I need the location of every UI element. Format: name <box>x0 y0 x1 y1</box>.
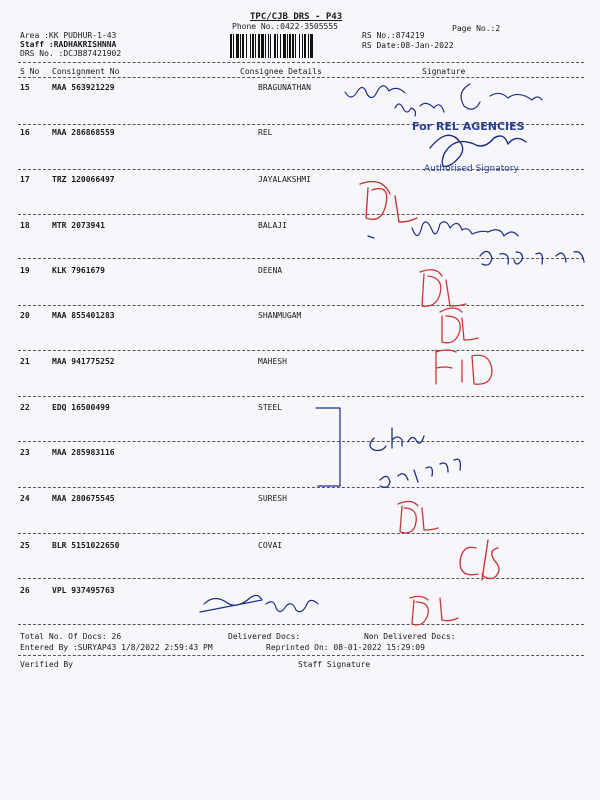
row-sno: 25 <box>20 541 30 550</box>
row-sno: 19 <box>20 266 30 275</box>
handwritten-phone <box>380 459 460 487</box>
row-sno: 23 <box>20 448 30 457</box>
delivery-remark-mark <box>398 501 438 532</box>
barcode-bar <box>240 34 241 58</box>
barcode-bar <box>274 34 276 58</box>
barcode-bar <box>246 34 247 58</box>
barcode-bar <box>255 34 256 58</box>
area-label: Area :KK PUDHUR-1-43 <box>20 31 117 40</box>
staff-name: RADHAKRISHNNA <box>53 40 117 49</box>
page-number: Page No.:2 <box>452 24 501 33</box>
signature-scribble <box>395 103 444 116</box>
row-consignment-no: EDQ 16500499 <box>52 403 110 412</box>
entered-by: Entered By :SURYAP43 1/8/2022 2:59:43 PM <box>20 643 213 652</box>
barcode-bar <box>230 34 232 58</box>
divider <box>18 350 584 351</box>
col-header-sno: S No <box>20 67 40 76</box>
row-consignment-no: BLR 5151022650 <box>52 541 120 550</box>
divider <box>18 655 584 656</box>
divider <box>18 487 584 488</box>
divider <box>18 214 584 215</box>
phone-number: Phone No.:0422-3505555 <box>232 22 338 31</box>
barcode-bar <box>261 34 264 58</box>
divider <box>18 624 584 625</box>
row-sno: 20 <box>20 311 30 320</box>
barcode-bar <box>302 34 303 58</box>
col-header-consignment: Consignment No <box>52 67 120 76</box>
barcode <box>229 34 353 58</box>
total-docs: Total No. Of Docs: 26 <box>20 632 122 641</box>
barcode-bar <box>250 34 251 58</box>
row-consignee: SHANMUGAM <box>258 311 302 320</box>
barcode-bar <box>287 34 288 58</box>
barcode-bar <box>283 34 286 58</box>
signature-scribble <box>430 135 526 166</box>
divider <box>18 258 584 259</box>
row-consignment-no: MAA 563921229 <box>52 83 115 92</box>
divider <box>18 533 584 534</box>
row-consignment-no: MAA 855401283 <box>52 311 115 320</box>
signature-scribble <box>461 84 542 109</box>
row-consignee: DEENA <box>258 266 283 275</box>
signature-scribble <box>370 428 424 451</box>
row-sno: 26 <box>20 586 30 595</box>
row-sno: 22 <box>20 403 30 412</box>
signature-scribble <box>200 595 318 612</box>
company-stamp: For REL AGENCIES <box>412 120 525 133</box>
barcode-bar <box>292 34 294 58</box>
col-header-consignee: Consignee Details <box>240 67 322 76</box>
row-consignment-no: MAA 285983116 <box>52 448 115 457</box>
row-consignee: BALAJI <box>258 221 287 230</box>
row-sno: 24 <box>20 494 30 503</box>
rs-date: RS Date:08-Jan-2022 <box>362 41 454 50</box>
divider <box>18 441 584 442</box>
row-consignment-no: MAA 280675545 <box>52 494 115 503</box>
barcode-bar <box>233 34 234 58</box>
row-consignee: MAHESH <box>258 357 287 366</box>
staff-signature: Staff Signature <box>298 660 371 669</box>
row-consignment-no: MAA 941775252 <box>52 357 115 366</box>
bracket-mark <box>316 408 340 486</box>
row-consignee: SURESH <box>258 494 287 503</box>
delivery-remark-mark <box>420 270 466 307</box>
delivery-remark-mark <box>460 540 499 580</box>
divider <box>18 396 584 397</box>
barcode-bar <box>270 34 271 58</box>
delivery-remark-mark <box>410 596 458 624</box>
divider <box>18 77 584 78</box>
row-consignee: COVAI <box>258 541 283 550</box>
barcode-bar <box>252 34 254 58</box>
verified-by: Verified By <box>20 660 73 669</box>
divider <box>18 578 584 579</box>
barcode-bar <box>295 34 296 58</box>
row-sno: 18 <box>20 221 30 230</box>
row-sno: 17 <box>20 175 30 184</box>
barcode-bar <box>289 34 291 58</box>
barcode-bar <box>265 34 266 58</box>
non-delivered-docs: Non Delivered Docs: <box>364 632 456 641</box>
barcode-bar <box>304 34 306 58</box>
barcode-bar <box>258 34 260 58</box>
staff-label: Staff :RADHAKRISHNNA <box>20 40 117 49</box>
barcode-bar <box>308 34 309 58</box>
row-sno: 16 <box>20 128 30 137</box>
row-sno: 21 <box>20 357 30 366</box>
authorised-signatory: Authorised Signatory <box>424 164 519 174</box>
barcode-bar <box>268 34 269 58</box>
delivery-remark-mark <box>440 308 478 343</box>
row-consignment-no: TRZ 120066497 <box>52 175 115 184</box>
row-consignee: REL <box>258 128 273 137</box>
divider <box>18 305 584 306</box>
drs-number: DRS No. :DCJB87421902 <box>20 49 122 58</box>
col-header-signature: Signature <box>422 67 466 76</box>
signature-scribble <box>345 86 405 98</box>
barcode-bar <box>277 34 278 58</box>
row-consignee: STEEL <box>258 403 283 412</box>
barcode-bar <box>242 34 244 58</box>
barcode-bar <box>280 34 281 58</box>
row-consignment-no: KLK 7961679 <box>52 266 105 275</box>
barcode-bar <box>310 34 313 58</box>
delivery-remark-mark <box>360 182 417 222</box>
document-title: TPC/CJB DRS - P43 <box>250 12 343 22</box>
rs-number: RS No.:874219 <box>362 31 425 40</box>
row-sno: 15 <box>20 83 30 92</box>
row-consignment-no: MTR 2073941 <box>52 221 105 230</box>
delivered-docs: Delivered Docs: <box>228 632 301 641</box>
divider <box>18 62 584 63</box>
row-consignment-no: MAA 286868559 <box>52 128 115 137</box>
reprinted-on: Reprinted On: 08-01-2022 15:29:09 <box>266 643 425 652</box>
barcode-bar <box>299 34 300 58</box>
signature-scribble <box>368 222 518 238</box>
barcode-bar <box>236 34 239 58</box>
row-consignee: JAYALAKSHMI <box>258 175 311 184</box>
delivery-remark-mark <box>436 350 492 384</box>
row-consignee: BRAGUNATHAN <box>258 83 311 92</box>
row-consignment-no: VPL 937495763 <box>52 586 115 595</box>
